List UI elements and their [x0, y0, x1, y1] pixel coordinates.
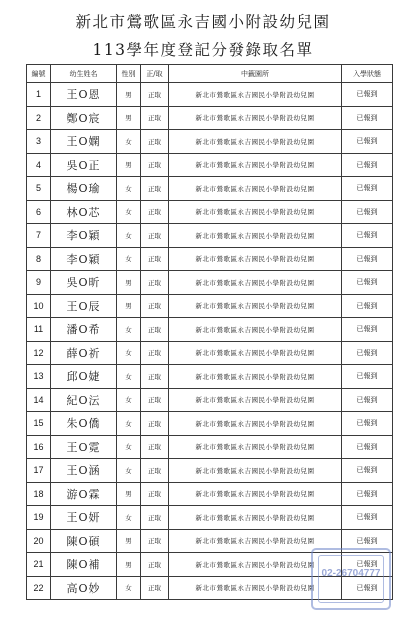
cell-gender: 女: [117, 459, 141, 483]
table-row: [27, 271, 393, 295]
cell-admission-type: 正取: [141, 271, 169, 295]
cell-gender: 男: [117, 106, 141, 130]
cell-admission-type: 正取: [141, 529, 169, 553]
cell-number: 2: [27, 106, 51, 130]
cell-admission-type: 正取: [141, 506, 169, 530]
cell-assigned-school: 新北市鶯歌區永吉國民小學附設幼兒園: [169, 177, 342, 201]
cell-assigned-school: 新北市鶯歌區永吉國民小學附設幼兒園: [169, 553, 342, 577]
cell-child-name: 邱O婕: [51, 365, 117, 389]
cell-number: 11: [27, 318, 51, 342]
cell-enrollment-status: 已報到: [342, 482, 393, 506]
cell-number: 4: [27, 153, 51, 177]
cell-admission-type: 正取: [141, 130, 169, 154]
cell-child-name: 高O妙: [51, 576, 117, 600]
cell-child-name: 陳O補: [51, 553, 117, 577]
cell-admission-type: 正取: [141, 553, 169, 577]
cell-admission-type: 正取: [141, 177, 169, 201]
table-row: [27, 224, 393, 248]
table-row: [27, 435, 393, 459]
header-number: 編號: [27, 65, 51, 83]
cell-admission-type: 正取: [141, 365, 169, 389]
cell-child-name: 王O妍: [51, 506, 117, 530]
cell-number: 22: [27, 576, 51, 600]
table-row: [27, 459, 393, 483]
cell-assigned-school: 新北市鶯歌區永吉國民小學附設幼兒園: [169, 529, 342, 553]
cell-enrollment-status: 已報到: [342, 553, 393, 577]
cell-number: 5: [27, 177, 51, 201]
cell-enrollment-status: 已報到: [342, 506, 393, 530]
cell-child-name: 朱O僑: [51, 412, 117, 436]
cell-admission-type: 正取: [141, 412, 169, 436]
cell-assigned-school: 新北市鶯歌區永吉國民小學附設幼兒園: [169, 200, 342, 224]
table-row: [27, 177, 393, 201]
cell-assigned-school: 新北市鶯歌區永吉國民小學附設幼兒園: [169, 412, 342, 436]
cell-gender: 女: [117, 224, 141, 248]
table-row: [27, 83, 393, 107]
cell-gender: 女: [117, 177, 141, 201]
cell-enrollment-status: 已報到: [342, 271, 393, 295]
cell-gender: 男: [117, 153, 141, 177]
table-row: [27, 506, 393, 530]
cell-gender: 女: [117, 341, 141, 365]
cell-assigned-school: 新北市鶯歌區永吉國民小學附設幼兒園: [169, 576, 342, 600]
cell-enrollment-status: 已報到: [342, 177, 393, 201]
cell-gender: 女: [117, 247, 141, 271]
cell-admission-type: 正取: [141, 341, 169, 365]
cell-child-name: 楊O瑜: [51, 177, 117, 201]
cell-admission-type: 正取: [141, 153, 169, 177]
cell-number: 12: [27, 341, 51, 365]
cell-enrollment-status: 已報到: [342, 83, 393, 107]
table-row: [27, 294, 393, 318]
cell-enrollment-status: 已報到: [342, 247, 393, 271]
cell-gender: 女: [117, 576, 141, 600]
cell-number: 7: [27, 224, 51, 248]
cell-number: 15: [27, 412, 51, 436]
table-row: [27, 130, 393, 154]
cell-assigned-school: 新北市鶯歌區永吉國民小學附設幼兒園: [169, 271, 342, 295]
cell-child-name: 吳O昕: [51, 271, 117, 295]
table-row: [27, 247, 393, 271]
cell-child-name: 陳O碩: [51, 529, 117, 553]
cell-gender: 女: [117, 130, 141, 154]
cell-admission-type: 正取: [141, 482, 169, 506]
header-admission-type: 正/取: [141, 65, 169, 83]
cell-assigned-school: 新北市鶯歌區永吉國民小學附設幼兒園: [169, 130, 342, 154]
cell-admission-type: 正取: [141, 247, 169, 271]
cell-admission-type: 正取: [141, 294, 169, 318]
header-enrollment-status: 入學狀態: [342, 65, 393, 83]
cell-number: 14: [27, 388, 51, 412]
cell-child-name: 王O霓: [51, 435, 117, 459]
cell-gender: 女: [117, 318, 141, 342]
table-row: [27, 412, 393, 436]
cell-enrollment-status: 已報到: [342, 224, 393, 248]
cell-assigned-school: 新北市鶯歌區永吉國民小學附設幼兒園: [169, 247, 342, 271]
cell-gender: 女: [117, 435, 141, 459]
table-header-row: [27, 65, 393, 83]
cell-assigned-school: 新北市鶯歌區永吉國民小學附設幼兒園: [169, 341, 342, 365]
cell-child-name: 吳O正: [51, 153, 117, 177]
cell-child-name: 潘O希: [51, 318, 117, 342]
cell-admission-type: 正取: [141, 224, 169, 248]
cell-assigned-school: 新北市鶯歌區永吉國民小學附設幼兒園: [169, 388, 342, 412]
table-row: [27, 200, 393, 224]
cell-gender: 男: [117, 271, 141, 295]
cell-assigned-school: 新北市鶯歌區永吉國民小學附設幼兒園: [169, 106, 342, 130]
cell-number: 10: [27, 294, 51, 318]
cell-enrollment-status: 已報到: [342, 388, 393, 412]
cell-assigned-school: 新北市鶯歌區永吉國民小學附設幼兒園: [169, 153, 342, 177]
cell-number: 3: [27, 130, 51, 154]
cell-number: 8: [27, 247, 51, 271]
header-child-name: 幼生姓名: [51, 65, 117, 83]
cell-number: 19: [27, 506, 51, 530]
cell-enrollment-status: 已報到: [342, 200, 393, 224]
cell-enrollment-status: 已報到: [342, 529, 393, 553]
cell-child-name: 游O霖: [51, 482, 117, 506]
cell-gender: 女: [117, 365, 141, 389]
cell-assigned-school: 新北市鶯歌區永吉國民小學附設幼兒園: [169, 318, 342, 342]
cell-admission-type: 正取: [141, 83, 169, 107]
cell-child-name: 王O恩: [51, 83, 117, 107]
cell-child-name: 薛O祈: [51, 341, 117, 365]
cell-gender: 女: [117, 412, 141, 436]
cell-number: 1: [27, 83, 51, 107]
cell-child-name: 王O嫻: [51, 130, 117, 154]
cell-child-name: 王O辰: [51, 294, 117, 318]
cell-assigned-school: 新北市鶯歌區永吉國民小學附設幼兒園: [169, 365, 342, 389]
cell-admission-type: 正取: [141, 200, 169, 224]
table-row: [27, 529, 393, 553]
table-row: [27, 153, 393, 177]
header-assigned-school: 中籤園所: [169, 65, 342, 83]
cell-admission-type: 正取: [141, 459, 169, 483]
table-row: [27, 106, 393, 130]
cell-enrollment-status: 已報到: [342, 365, 393, 389]
cell-gender: 女: [117, 506, 141, 530]
cell-enrollment-status: 已報到: [342, 130, 393, 154]
cell-gender: 女: [117, 200, 141, 224]
table-row: [27, 341, 393, 365]
cell-assigned-school: 新北市鶯歌區永吉國民小學附設幼兒園: [169, 459, 342, 483]
cell-gender: 男: [117, 83, 141, 107]
cell-gender: 男: [117, 553, 141, 577]
cell-enrollment-status: 已報到: [342, 459, 393, 483]
cell-number: 16: [27, 435, 51, 459]
table-row: [27, 388, 393, 412]
table-row: [27, 482, 393, 506]
table-body: [27, 83, 393, 600]
cell-child-name: 紀O沄: [51, 388, 117, 412]
cell-number: 20: [27, 529, 51, 553]
admission-table: [26, 64, 393, 600]
cell-number: 13: [27, 365, 51, 389]
cell-number: 9: [27, 271, 51, 295]
table-row: [27, 318, 393, 342]
cell-assigned-school: 新北市鶯歌區永吉國民小學附設幼兒園: [169, 482, 342, 506]
cell-number: 21: [27, 553, 51, 577]
cell-gender: 男: [117, 529, 141, 553]
cell-enrollment-status: 已報到: [342, 153, 393, 177]
cell-child-name: 王O涵: [51, 459, 117, 483]
cell-enrollment-status: 已報到: [342, 435, 393, 459]
cell-enrollment-status: 已報到: [342, 106, 393, 130]
cell-number: 18: [27, 482, 51, 506]
cell-number: 6: [27, 200, 51, 224]
document-subtitle: 113學年度登記分發錄取名單: [92, 41, 314, 59]
table-row: [27, 553, 393, 577]
cell-gender: 男: [117, 482, 141, 506]
cell-gender: 男: [117, 294, 141, 318]
table-row: [27, 576, 393, 600]
cell-assigned-school: 新北市鶯歌區永吉國民小學附設幼兒園: [169, 83, 342, 107]
cell-admission-type: 正取: [141, 435, 169, 459]
header-gender: 性別: [117, 65, 141, 83]
document-title: 新北市鶯歌區永吉國小附設幼兒園: [75, 13, 331, 31]
cell-assigned-school: 新北市鶯歌區永吉國民小學附設幼兒園: [169, 435, 342, 459]
cell-number: 17: [27, 459, 51, 483]
cell-child-name: 李O穎: [51, 224, 117, 248]
cell-enrollment-status: 已報到: [342, 294, 393, 318]
cell-admission-type: 正取: [141, 576, 169, 600]
cell-child-name: 林O芯: [51, 200, 117, 224]
cell-enrollment-status: 已報到: [342, 576, 393, 600]
cell-enrollment-status: 已報到: [342, 341, 393, 365]
cell-assigned-school: 新北市鶯歌區永吉國民小學附設幼兒園: [169, 294, 342, 318]
cell-gender: 女: [117, 388, 141, 412]
cell-child-name: 李O穎: [51, 247, 117, 271]
cell-enrollment-status: 已報到: [342, 318, 393, 342]
cell-enrollment-status: 已報到: [342, 412, 393, 436]
stamp-phone: 02-26704777: [321, 568, 381, 579]
cell-assigned-school: 新北市鶯歌區永吉國民小學附設幼兒園: [169, 506, 342, 530]
cell-assigned-school: 新北市鶯歌區永吉國民小學附設幼兒園: [169, 224, 342, 248]
cell-admission-type: 正取: [141, 318, 169, 342]
cell-admission-type: 正取: [141, 388, 169, 412]
cell-admission-type: 正取: [141, 106, 169, 130]
table-row: [27, 365, 393, 389]
cell-child-name: 鄭O宸: [51, 106, 117, 130]
